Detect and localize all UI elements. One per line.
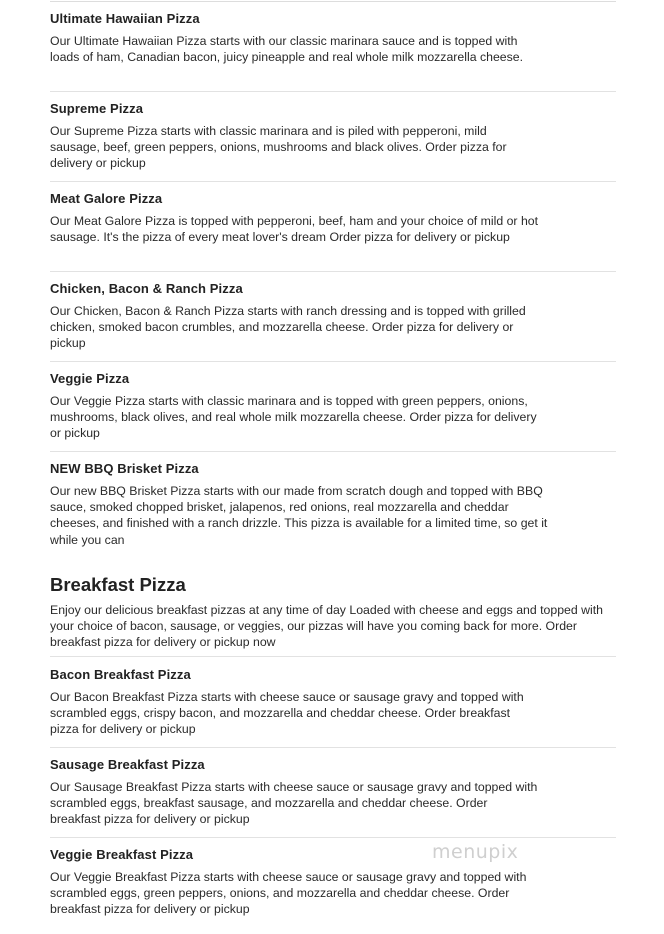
- menu-item: [50, 281, 616, 362]
- menu-item: [50, 667, 616, 748]
- menu-item-description: Our Supreme Pizza starts with classic marinara and is piled with pepperoni, mild sausage, beef, green peppers, onions, mushrooms and black olives. Order pizza for delivery or pickup: [50, 124, 507, 171]
- menu-item-name: Veggie Pizza: [50, 371, 130, 386]
- menu-item-description: Our Meat Galore Pizza is topped with pepperoni, beef, ham and your choice of mild or hot sausage. It's the pizza of every meat lover's dream Order pizza for delivery or pickup: [50, 214, 539, 245]
- menu-item-name: NEW BBQ Brisket Pizza: [50, 461, 199, 476]
- menu-item: [50, 11, 616, 92]
- top-divider: [50, 1, 616, 2]
- watermark-logo: menupix: [432, 841, 519, 863]
- menu-item: [50, 371, 616, 452]
- menu-item-name: Chicken, Bacon & Ranch Pizza: [50, 281, 243, 296]
- menu-item-name: Supreme Pizza: [50, 101, 144, 116]
- menu-item-description: Our Bacon Breakfast Pizza starts with cheese sauce or sausage gravy and topped with scrambled eggs, crispy bacon, and mozzarella and cheddar cheese. Order breakfast pizza for delivery or pickup: [50, 690, 524, 737]
- menu-item-name: Bacon Breakfast Pizza: [50, 667, 191, 682]
- divider: [50, 656, 616, 657]
- menu-item-description: Our Chicken, Bacon & Ranch Pizza starts with ranch dressing and is topped with grilled chicken, smoked bacon crumbles, and mozzarella cheese. Order pizza for delivery or pickup: [50, 304, 526, 351]
- menu-item: [50, 101, 616, 182]
- menu-item: [50, 757, 616, 838]
- menu-item-name: Sausage Breakfast Pizza: [50, 757, 205, 772]
- menu-item-description: Our Veggie Breakfast Pizza starts with cheese sauce or sausage gravy and topped with scrambled eggs, green peppers, onions, and mozzarella and cheddar cheese. Order breakfast pizza for delivery or pickup: [50, 870, 527, 917]
- menu-item-name: Veggie Breakfast Pizza: [50, 847, 194, 862]
- menu-item-name: Meat Galore Pizza: [50, 191, 163, 206]
- menu-item-description: Our Ultimate Hawaiian Pizza starts with our classic marinara sauce and is topped with loads of ham, Canadian bacon, juicy pineapple and real whole milk mozzarella cheese.: [50, 34, 524, 65]
- menu-item-description: Our Veggie Pizza starts with classic marinara and is topped with green peppers, onions, mushrooms, black olives, and real whole milk mozzarella cheese. Order pizza for delivery or pickup: [50, 394, 537, 441]
- menu-item: [50, 191, 616, 272]
- menu-item: [50, 847, 616, 927]
- menu-item-description: Our new BBQ Brisket Pizza starts with our made from scratch dough and topped with BBQ sauce, smoked chopped brisket, jalapenos, red onions, real mozzarella and cheddar cheeses, and finished with a ranch drizzle. This pizza is available for a limited time, so get it while you can: [50, 484, 548, 547]
- menu-item-description: Our Sausage Breakfast Pizza starts with cheese sauce or sausage gravy and topped with scrambled eggs, breakfast sausage, and mozzarella and cheddar cheese. Order breakfast pizza for delivery or pickup: [50, 780, 538, 827]
- menu-item-name: Ultimate Hawaiian Pizza: [50, 11, 200, 26]
- menu-item: [50, 461, 616, 551]
- section-title: Breakfast Pizza: [50, 574, 186, 595]
- section-intro: Enjoy our delicious breakfast pizzas at any time of day Loaded with cheese and eggs and topped with your choice of bacon, sausage, or veggies, our pizzas will have you coming back for more. Order breakfast pizza for delivery or pickup now: [50, 603, 604, 650]
